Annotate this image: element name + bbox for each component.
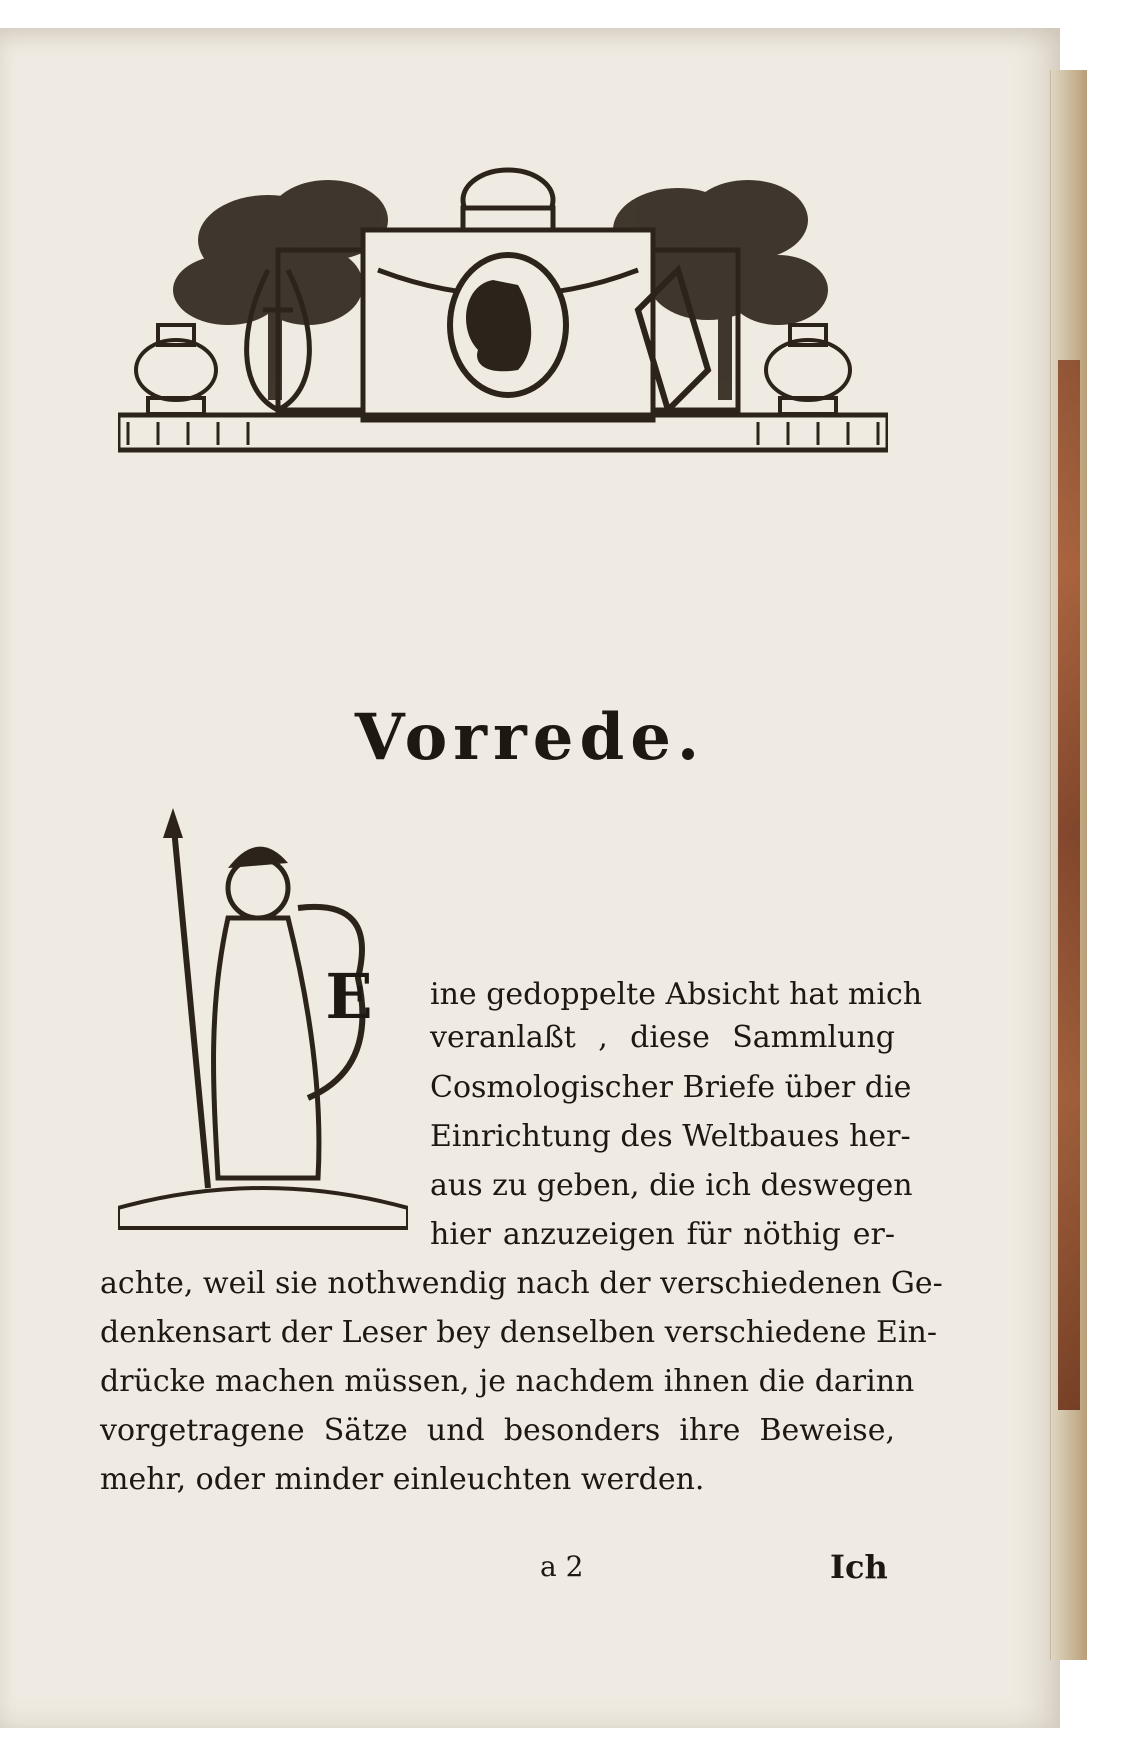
text-line: veranlaßt , diese Sammlung bbox=[430, 1020, 895, 1055]
signature-mark: a 2 bbox=[540, 1550, 584, 1583]
drop-cap: E bbox=[325, 960, 373, 1033]
text-line: drücke machen müssen, je nachdem ihnen die darinn bbox=[100, 1364, 915, 1399]
globe-icon bbox=[463, 170, 553, 230]
left-urn-icon bbox=[136, 325, 216, 414]
right-urn-icon bbox=[766, 325, 850, 414]
text-line: Cosmologischer Briefe über die bbox=[430, 1070, 912, 1105]
text-line: vorgetragene Sätze und besonders ihre Beweise, bbox=[100, 1413, 895, 1448]
page-title: Vorrede. bbox=[354, 700, 706, 775]
portrait-medallion-icon bbox=[450, 255, 566, 395]
text-line: achte, weil sie nothwendig nach der verschiedenen Ge- bbox=[100, 1266, 943, 1301]
headpiece-vignette bbox=[118, 160, 888, 510]
text-line: hier anzuzeigen für nöthig er- bbox=[430, 1217, 895, 1252]
text-line: mehr, oder minder einleuchten werden. bbox=[100, 1462, 705, 1497]
text-line: aus zu geben, die ich deswegen bbox=[430, 1168, 913, 1203]
text-line: Einrichtung des Weltbaues her- bbox=[430, 1119, 911, 1154]
catchword: Ich bbox=[830, 1548, 888, 1586]
text-line: denkensart der Leser bey denselben verschiedene Ein- bbox=[100, 1315, 937, 1350]
text-line: ine gedoppelte Absicht hat mich bbox=[430, 977, 923, 1012]
leather-binding bbox=[1058, 360, 1080, 1410]
